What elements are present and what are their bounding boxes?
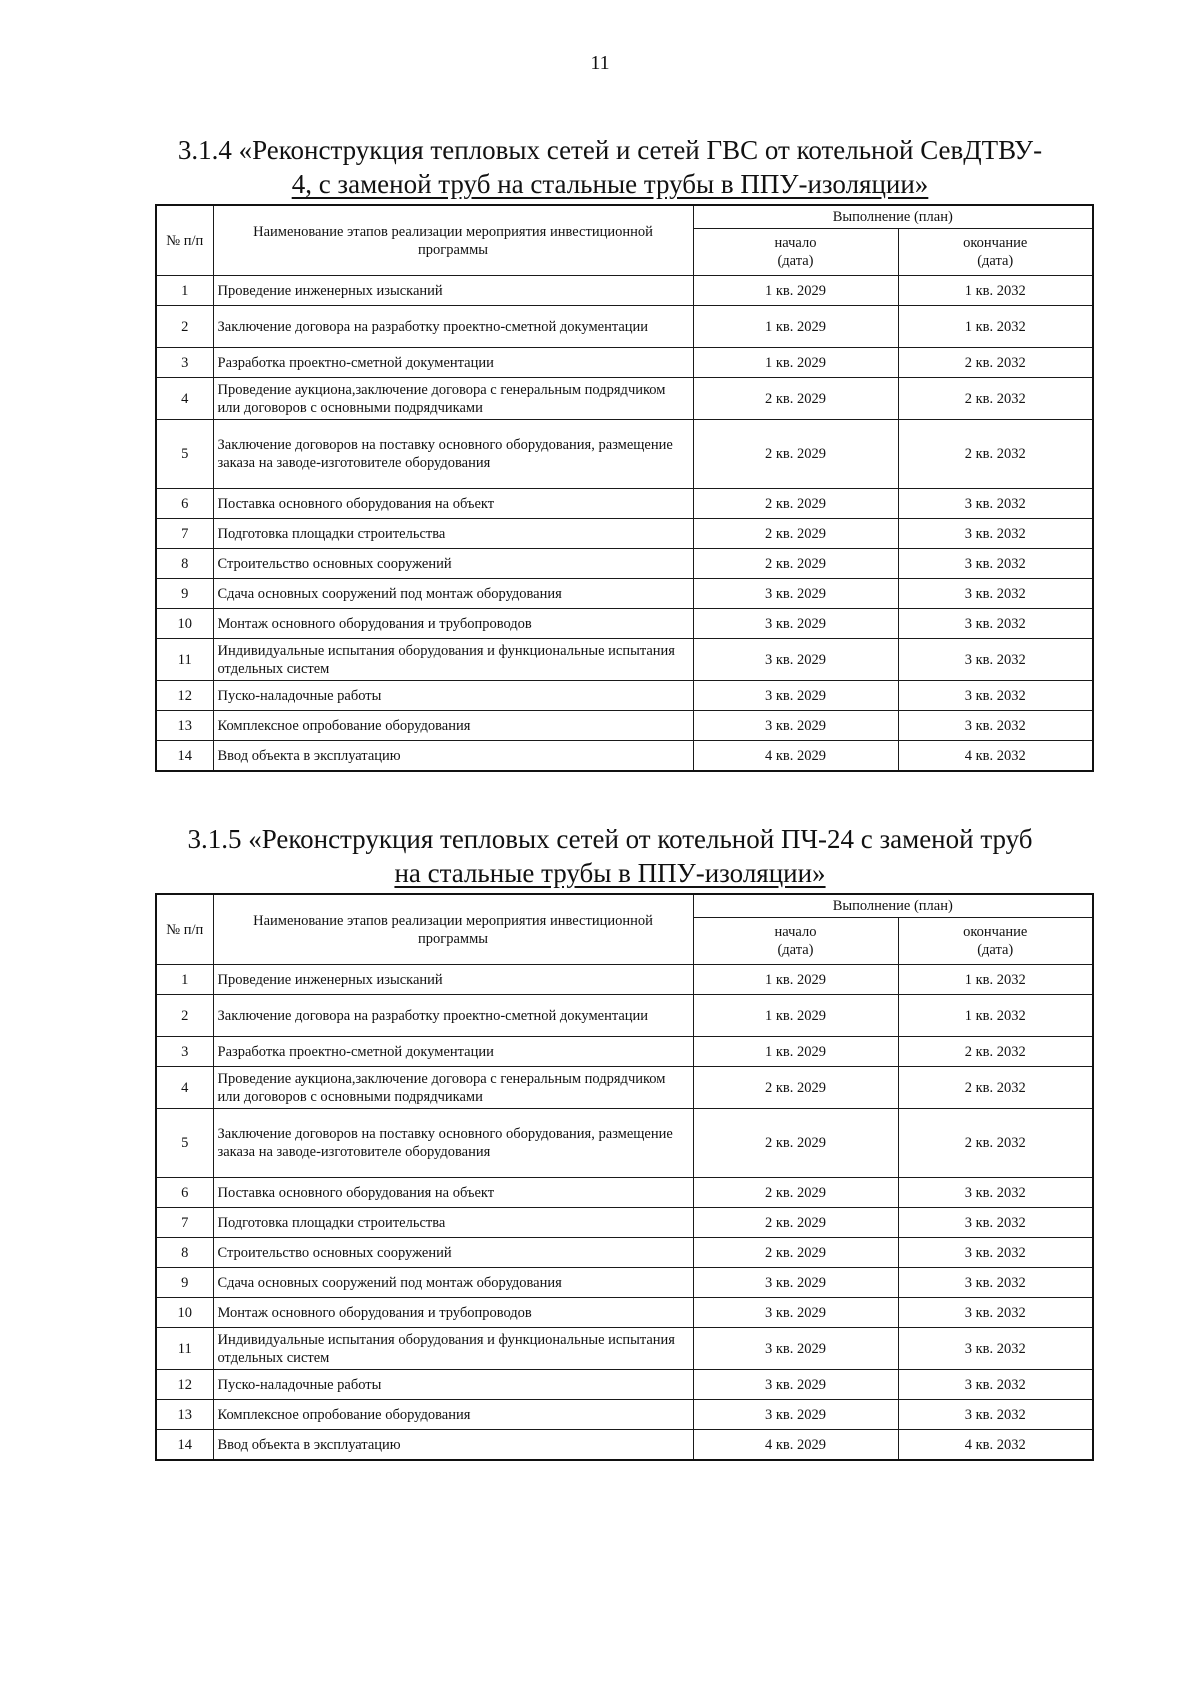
header-stage-name: Наименование этапов реализации мероприятия инвестиционной программы: [213, 894, 693, 965]
table-row: [156, 306, 1093, 348]
table-row: [156, 1109, 1093, 1178]
table-row: [156, 639, 1093, 681]
end-date: 3 кв. 2032: [898, 519, 1093, 549]
start-date: 4 кв. 2029: [693, 1430, 898, 1461]
end-date: 1 кв. 2032: [898, 965, 1093, 995]
stage-name: Пуско-наладочные работы: [213, 681, 693, 711]
stage-name: Заключение договора на разработку проектно-сметной документации: [213, 995, 693, 1037]
start-date: 1 кв. 2029: [693, 306, 898, 348]
schedule-table-3-1-5: [155, 893, 1094, 1461]
end-date: 3 кв. 2032: [898, 1298, 1093, 1328]
header-stage-name: Наименование этапов реализации мероприятия инвестиционной программы: [213, 205, 693, 276]
end-date: 2 кв. 2032: [898, 1037, 1093, 1067]
start-date: 3 кв. 2029: [693, 1370, 898, 1400]
end-date: 1 кв. 2032: [898, 995, 1093, 1037]
table-row: [156, 276, 1093, 306]
start-date: 3 кв. 2029: [693, 1298, 898, 1328]
section-title-line: 4, с заменой труб на стальные трубы в ППУ-изоляции»: [291, 169, 929, 199]
row-number: 3: [156, 348, 213, 378]
stage-name: Ввод объекта в эксплуатацию: [213, 741, 693, 772]
stage-name: Монтаж основного оборудования и трубопроводов: [213, 609, 693, 639]
start-date: 3 кв. 2029: [693, 609, 898, 639]
schedule-rows: [156, 965, 1093, 1461]
stage-name: Проведение инженерных изысканий: [213, 276, 693, 306]
row-number: 14: [156, 1430, 213, 1461]
header-start-unit: (дата): [777, 253, 814, 269]
table-row: [156, 1430, 1093, 1461]
table-row: [156, 1238, 1093, 1268]
start-date: 1 кв. 2029: [693, 276, 898, 306]
row-number: 5: [156, 420, 213, 489]
stage-name: Подготовка площадки строительства: [213, 1208, 693, 1238]
table-row: [156, 420, 1093, 489]
row-number: 1: [156, 276, 213, 306]
start-date: 1 кв. 2029: [693, 348, 898, 378]
start-date: 2 кв. 2029: [693, 378, 898, 420]
table-row: [156, 1268, 1093, 1298]
header-end-unit: (дата): [977, 942, 1014, 958]
table-row: [156, 519, 1093, 549]
table-row: [156, 549, 1093, 579]
start-date: 1 кв. 2029: [693, 1037, 898, 1067]
row-number: 11: [156, 639, 213, 681]
start-date: 3 кв. 2029: [693, 1400, 898, 1430]
row-number: 13: [156, 711, 213, 741]
end-date: 4 кв. 2032: [898, 741, 1093, 772]
table-row: [156, 681, 1093, 711]
stage-name: Пуско-наладочные работы: [213, 1370, 693, 1400]
stage-name: Сдача основных сооружений под монтаж оборудования: [213, 579, 693, 609]
row-number: 14: [156, 741, 213, 772]
row-number: 7: [156, 1208, 213, 1238]
row-number: 10: [156, 609, 213, 639]
schedule-rows: [156, 276, 1093, 772]
start-date: 3 кв. 2029: [693, 681, 898, 711]
section-title-line: на стальные трубы в ППУ-изоляции»: [394, 858, 826, 888]
row-number: 5: [156, 1109, 213, 1178]
end-date: 2 кв. 2032: [898, 420, 1093, 489]
start-date: 2 кв. 2029: [693, 489, 898, 519]
start-date: 2 кв. 2029: [693, 420, 898, 489]
end-date: 1 кв. 2032: [898, 306, 1093, 348]
row-number: 8: [156, 1238, 213, 1268]
stage-name: Комплексное опробование оборудования: [213, 711, 693, 741]
stage-name: Строительство основных сооружений: [213, 1238, 693, 1268]
schedule-table-3-1-4: [155, 204, 1094, 772]
end-date: 1 кв. 2032: [898, 276, 1093, 306]
end-date: 2 кв. 2032: [898, 1067, 1093, 1109]
end-date: 3 кв. 2032: [898, 711, 1093, 741]
table-row: [156, 995, 1093, 1037]
start-date: 3 кв. 2029: [693, 579, 898, 609]
table-row: [156, 1067, 1093, 1109]
end-date: 3 кв. 2032: [898, 639, 1093, 681]
stage-name: Комплексное опробование оборудования: [213, 1400, 693, 1430]
end-date: 2 кв. 2032: [898, 378, 1093, 420]
end-date: 3 кв. 2032: [898, 681, 1093, 711]
table-row: [156, 1037, 1093, 1067]
header-execution: Выполнение (план): [693, 205, 1093, 229]
table-row: [156, 378, 1093, 420]
start-date: 3 кв. 2029: [693, 1328, 898, 1370]
row-number: 6: [156, 489, 213, 519]
stage-name: Индивидуальные испытания оборудования и функциональные испытания отдельных систем: [213, 639, 693, 681]
start-date: 4 кв. 2029: [693, 741, 898, 772]
header-end: [898, 229, 1093, 276]
end-date: 3 кв. 2032: [898, 549, 1093, 579]
end-date: 3 кв. 2032: [898, 1268, 1093, 1298]
stage-name: Разработка проектно-сметной документации: [213, 1037, 693, 1067]
row-number: 6: [156, 1178, 213, 1208]
table-row: [156, 1328, 1093, 1370]
stage-name: Заключение договора на разработку проектно-сметной документации: [213, 306, 693, 348]
row-number: 8: [156, 549, 213, 579]
table-row: [156, 741, 1093, 772]
start-date: 1 кв. 2029: [693, 965, 898, 995]
stage-name: Сдача основных сооружений под монтаж оборудования: [213, 1268, 693, 1298]
header-end: [898, 918, 1093, 965]
row-number: 4: [156, 1067, 213, 1109]
row-number: 2: [156, 306, 213, 348]
section-title-line: 3.1.5 «Реконструкция тепловых сетей от котельной ПЧ-24 с заменой труб: [187, 824, 1033, 854]
header-start-unit: (дата): [777, 942, 814, 958]
row-number: 7: [156, 519, 213, 549]
table-row: [156, 579, 1093, 609]
stage-name: Проведение аукциона,заключение договора с генеральным подрядчиком или договоров с основными подрядчиками: [213, 1067, 693, 1109]
row-number: 3: [156, 1037, 213, 1067]
row-number: 10: [156, 1298, 213, 1328]
stage-name: Подготовка площадки строительства: [213, 519, 693, 549]
table-row: [156, 1208, 1093, 1238]
start-date: 2 кв. 2029: [693, 1238, 898, 1268]
header-start: [693, 918, 898, 965]
end-date: 4 кв. 2032: [898, 1430, 1093, 1461]
stage-name: Поставка основного оборудования на объект: [213, 1178, 693, 1208]
stage-name: Разработка проектно-сметной документации: [213, 348, 693, 378]
table-row: [156, 609, 1093, 639]
table-row: [156, 711, 1093, 741]
start-date: 3 кв. 2029: [693, 639, 898, 681]
table-row: [156, 489, 1093, 519]
row-number: 9: [156, 579, 213, 609]
row-number: 2: [156, 995, 213, 1037]
end-date: 3 кв. 2032: [898, 1400, 1093, 1430]
header-execution: Выполнение (план): [693, 894, 1093, 918]
end-date: 3 кв. 2032: [898, 1370, 1093, 1400]
row-number: 12: [156, 681, 213, 711]
end-date: 3 кв. 2032: [898, 1328, 1093, 1370]
header-end-unit: (дата): [977, 253, 1014, 269]
stage-name: Заключение договоров на поставку основного оборудования, размещение заказа на заводе-изготовителе оборудования: [213, 1109, 693, 1178]
row-number: 1: [156, 965, 213, 995]
end-date: 3 кв. 2032: [898, 489, 1093, 519]
start-date: 3 кв. 2029: [693, 711, 898, 741]
stage-name: Заключение договоров на поставку основного оборудования, размещение заказа на заводе-изготовителе оборудования: [213, 420, 693, 489]
stage-name: Монтаж основного оборудования и трубопроводов: [213, 1298, 693, 1328]
header-end-label: окончание: [963, 924, 1028, 940]
row-number: 12: [156, 1370, 213, 1400]
start-date: 3 кв. 2029: [693, 1268, 898, 1298]
table-row: [156, 348, 1093, 378]
stage-name: Строительство основных сооружений: [213, 549, 693, 579]
table-row: [156, 1370, 1093, 1400]
header-start-label: начало: [774, 924, 817, 940]
start-date: 2 кв. 2029: [693, 1178, 898, 1208]
end-date: 3 кв. 2032: [898, 1238, 1093, 1268]
stage-name: Проведение инженерных изысканий: [213, 965, 693, 995]
start-date: 2 кв. 2029: [693, 1208, 898, 1238]
table-row: [156, 1298, 1093, 1328]
start-date: 2 кв. 2029: [693, 1109, 898, 1178]
header-num: № п/п: [156, 205, 213, 276]
end-date: 3 кв. 2032: [898, 609, 1093, 639]
start-date: 2 кв. 2029: [693, 519, 898, 549]
end-date: 3 кв. 2032: [898, 1208, 1093, 1238]
table-row: [156, 1178, 1093, 1208]
row-number: 13: [156, 1400, 213, 1430]
start-date: 2 кв. 2029: [693, 1067, 898, 1109]
header-end-label: окончание: [963, 235, 1028, 251]
end-date: 2 кв. 2032: [898, 348, 1093, 378]
end-date: 3 кв. 2032: [898, 1178, 1093, 1208]
header-start: [693, 229, 898, 276]
stage-name: Поставка основного оборудования на объект: [213, 489, 693, 519]
table-row: [156, 965, 1093, 995]
row-number: 9: [156, 1268, 213, 1298]
section-title-line: 3.1.4 «Реконструкция тепловых сетей и сетей ГВС от котельной СевДТВУ-: [177, 135, 1043, 165]
stage-name: Ввод объекта в эксплуатацию: [213, 1430, 693, 1461]
header-start-label: начало: [774, 235, 817, 251]
row-number: 11: [156, 1328, 213, 1370]
table-row: [156, 1400, 1093, 1430]
start-date: 1 кв. 2029: [693, 995, 898, 1037]
stage-name: Проведение аукциона,заключение договора с генеральным подрядчиком или договоров с основными подрядчиками: [213, 378, 693, 420]
page-number: 11: [590, 52, 610, 74]
section-title-3-1-4: [140, 133, 1080, 201]
header-num: № п/п: [156, 894, 213, 965]
end-date: 3 кв. 2032: [898, 579, 1093, 609]
start-date: 2 кв. 2029: [693, 549, 898, 579]
stage-name: Индивидуальные испытания оборудования и функциональные испытания отдельных систем: [213, 1328, 693, 1370]
section-title-3-1-5: [140, 822, 1080, 890]
row-number: 4: [156, 378, 213, 420]
end-date: 2 кв. 2032: [898, 1109, 1093, 1178]
